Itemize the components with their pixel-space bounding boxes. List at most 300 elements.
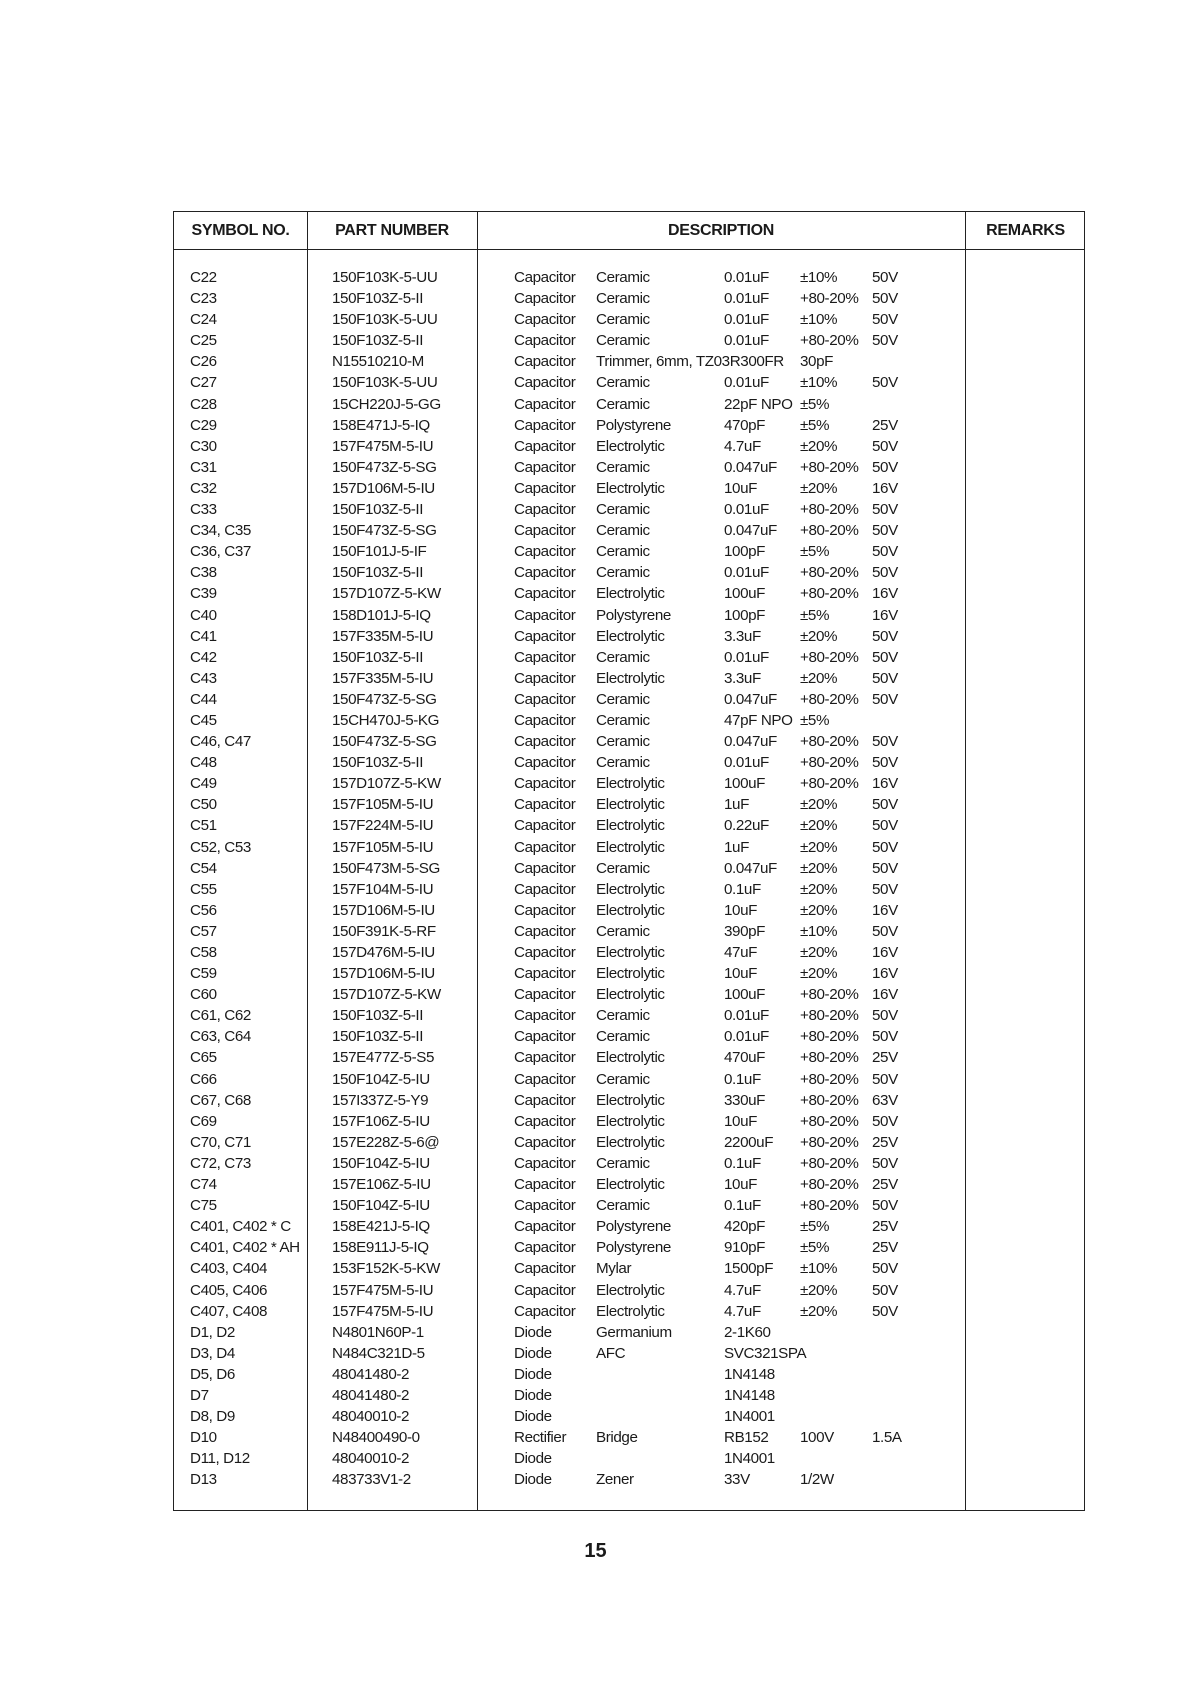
description-type-cell: Capacitor [514,901,576,919]
description-tolerance-cell: +80-20% [800,986,859,1004]
table-row [174,1132,1084,1153]
description-type-cell: Capacitor [514,838,576,856]
description-type-cell: Capacitor [514,1239,576,1257]
table-row [174,1469,1084,1490]
description-rating-cell: 16V [872,965,898,983]
description-rating-cell: 50V [872,859,898,877]
description-rating-cell: 16V [872,479,898,497]
description-tolerance-cell: +80-20% [800,775,859,793]
part-number-cell: 150F473Z-5-SG [332,690,437,708]
description-value-cell: 100pF [724,606,766,624]
symbol-cell: C28 [190,395,217,413]
part-number-cell: 150F101J-5-IF [332,543,427,561]
description-kind-cell: Electrolytic [596,965,665,983]
description-kind-cell: Ceramic [596,522,650,540]
part-number-cell: 150F473Z-5-SG [332,458,437,476]
description-kind-cell: Ceramic [596,269,650,286]
table-row [174,1174,1084,1195]
description-rating-cell: 50V [872,1028,898,1046]
symbol-cell: C61, C62 [190,1007,251,1025]
table-row [174,583,1084,604]
description-rating-cell: 50V [872,669,898,687]
description-type-cell: Capacitor [514,796,576,814]
part-number-cell: 158D101J-5-IQ [332,606,431,624]
description-type-cell: Capacitor [514,1154,576,1172]
part-number-cell: 15CH220J-5-GG [332,395,441,413]
description-rating-cell: 50V [872,648,898,666]
description-type-cell: Capacitor [514,817,576,835]
table-row [174,794,1084,815]
description-rating-cell: 50V [872,796,898,814]
part-number-cell: 157F105M-5-IU [332,838,434,856]
symbol-cell: C54 [190,859,217,877]
symbol-cell: C60 [190,986,217,1004]
symbol-cell: C72, C73 [190,1154,251,1172]
description-kind-cell: Ceramic [596,501,650,519]
description-type-cell: Capacitor [514,1091,576,1109]
description-rating-cell: 16V [872,901,898,919]
symbol-cell: D5, D6 [190,1365,235,1383]
description-value-cell: 0.01uF [724,501,769,519]
description-rating-cell: 50V [872,1007,898,1025]
table-row [174,1427,1084,1448]
table-header [174,212,1084,250]
table-row [174,330,1084,351]
description-type-cell: Capacitor [514,880,576,898]
symbol-cell: C66 [190,1070,217,1088]
description-kind-cell: Ceramic [596,1007,650,1025]
symbol-cell: C70, C71 [190,1133,251,1151]
description-tolerance-cell: +80-20% [800,754,859,772]
description-kind-cell: Ceramic [596,1154,650,1172]
symbol-cell: C27 [190,374,217,392]
part-number-cell: 157F106Z-5-IU [332,1112,430,1130]
part-number-cell: 157E477Z-5-S5 [332,1049,435,1067]
symbol-cell: C63, C64 [190,1028,251,1046]
description-type-cell: Diode [514,1344,552,1362]
part-number-cell: 150F104Z-5-IU [332,1070,430,1088]
description-kind-cell: Electrolytic [596,1281,665,1299]
table-row [174,879,1084,900]
description-kind-cell: Ceramic [596,311,650,329]
symbol-cell: D3, D4 [190,1344,235,1362]
description-type-cell: Capacitor [514,1218,576,1236]
part-number-cell: 150F103Z-5-II [332,501,424,519]
description-rating-cell: 63V [872,1091,898,1109]
description-rating-cell: 16V [872,986,898,1004]
description-kind-cell: Ceramic [596,648,650,666]
table-row [174,394,1084,415]
symbol-cell: C48 [190,754,217,772]
description-value-cell: 0.01uF [724,1028,769,1046]
description-kind-cell: Electrolytic [596,479,665,497]
part-number-cell: 48040010-2 [332,1408,410,1426]
part-number-cell: 150F103Z-5-II [332,564,424,582]
table-row [174,1069,1084,1090]
symbol-cell: C41 [190,627,217,645]
description-value-cell: 0.01uF [724,311,769,329]
part-number-cell: 150F473Z-5-SG [332,733,437,751]
description-tolerance-cell: 100V [800,1429,834,1447]
description-type-cell: Diode [514,1386,552,1404]
description-type-cell: Capacitor [514,1197,576,1215]
description-rating-cell: 25V [872,1133,898,1151]
table-row [174,837,1084,858]
table-row [174,1216,1084,1237]
part-number-cell: 158E421J-5-IQ [332,1218,430,1236]
symbol-cell: D10 [190,1429,217,1447]
table-row [174,900,1084,921]
description-type-cell: Capacitor [514,585,576,603]
part-number-cell: 157D107Z-5-KW [332,585,441,603]
part-number-cell: 150F104Z-5-IU [332,1154,430,1172]
part-number-cell: 157F335M-5-IU [332,627,434,645]
symbol-cell: C401, C402 * AH [190,1239,300,1257]
description-value-cell: 420pF [724,1218,766,1236]
description-type-cell: Capacitor [514,986,576,1004]
description-rating-cell: 50V [872,817,898,835]
symbol-cell: C52, C53 [190,838,251,856]
description-kind-cell: Electrolytic [596,1112,665,1130]
description-rating-cell: 50V [872,374,898,392]
description-tolerance-cell: ±10% [800,374,838,392]
description-type-cell: Capacitor [514,669,576,687]
symbol-cell: C24 [190,311,217,329]
symbol-cell: C403, C404 [190,1260,268,1278]
description-value-cell: 1N4001 [724,1408,775,1426]
table-row [174,1322,1084,1343]
description-type-cell: Capacitor [514,479,576,497]
description-kind-cell: Electrolytic [596,1302,665,1320]
description-rating-cell: 1.5A [872,1429,902,1447]
part-number-cell: 157F104M-5-IU [332,880,434,898]
description-type-cell: Capacitor [514,564,576,582]
description-value-cell: 0.01uF [724,564,769,582]
description-rating-cell: 50V [872,1112,898,1130]
description-rating-cell: 50V [872,838,898,856]
description-type-cell: Capacitor [514,627,576,645]
description-rating-cell: 50V [872,543,898,561]
description-rating-cell: 50V [872,690,898,708]
description-type-cell: Capacitor [514,733,576,751]
part-number-cell: 483733V1-2 [332,1471,411,1489]
description-value-cell: 100uF [724,585,766,603]
description-tolerance-cell: +80-20% [800,1070,859,1088]
description-tolerance-cell: +80-20% [800,501,859,519]
description-value-cell: 10uF [724,479,758,497]
symbol-cell: C74 [190,1176,217,1194]
symbol-cell: C38 [190,564,217,582]
description-type-cell: Capacitor [514,711,576,729]
header-part-number: PART NUMBER [335,222,449,239]
table-row [174,1005,1084,1026]
description-tolerance-cell: ±20% [800,1302,838,1320]
symbol-cell: C43 [190,669,217,687]
description-kind-cell: AFC [596,1344,626,1362]
part-number-cell: 157E228Z-5-6@ [332,1133,440,1151]
description-kind-cell: Electrolytic [596,775,665,793]
table-row [174,1237,1084,1258]
description-kind-cell: Polystyrene [596,416,671,434]
description-tolerance-cell: 1/2W [800,1471,834,1489]
part-number-cell: 157F335M-5-IU [332,669,434,687]
description-type-cell: Capacitor [514,395,576,413]
page-number: 15 [584,1540,607,1562]
part-number-cell: 157F105M-5-IU [332,796,434,814]
part-number-cell: 150F103Z-5-II [332,290,424,308]
part-number-cell: 48040010-2 [332,1450,410,1468]
table-row [174,1026,1084,1047]
symbol-cell: C32 [190,479,217,497]
table-row [174,689,1084,710]
description-type-cell: Capacitor [514,522,576,540]
part-number-cell: 157D106M-5-IU [332,479,435,497]
table-row [174,752,1084,773]
description-type-cell: Capacitor [514,1260,576,1278]
description-kind-cell: Ceramic [596,564,650,582]
part-number-cell: N4801N60P-1 [332,1323,424,1341]
description-tolerance-cell: ±20% [800,859,838,877]
part-number-cell: 150F103Z-5-II [332,1007,424,1025]
symbol-cell: C401, C402 * C [190,1218,291,1236]
description-value-cell: 910pF [724,1239,766,1257]
table-row [174,605,1084,626]
description-value-cell: 10uF [724,1176,758,1194]
description-value-cell: 0.047uF [724,690,777,708]
description-value-cell: 22pF NPO [724,395,793,413]
table-row [174,858,1084,879]
symbol-cell: C59 [190,965,217,983]
description-kind-cell: Ceramic [596,1197,650,1215]
description-type-cell: Capacitor [514,754,576,772]
description-value-cell: 330uF [724,1091,766,1109]
description-tolerance-cell: ±20% [800,901,838,919]
description-type-cell: Capacitor [514,1112,576,1130]
table-row [174,309,1084,330]
description-tolerance-cell: ±5% [800,1239,830,1257]
description-kind-cell: Ceramic [596,711,650,729]
part-number-cell: 150F103K-5-UU [332,374,438,392]
symbol-cell: D7 [190,1386,209,1404]
description-kind-cell: Electrolytic [596,585,665,603]
part-number-cell: 150F103Z-5-II [332,332,424,350]
table-row [174,372,1084,393]
symbol-cell: C45 [190,711,217,729]
description-tolerance-cell: ±20% [800,838,838,856]
description-kind-cell: Ceramic [596,374,650,392]
description-type-cell: Capacitor [514,269,576,286]
description-tolerance-cell: 30pF [800,353,834,371]
symbol-cell: C29 [190,416,217,434]
description-value-cell: 0.1uF [724,880,761,898]
description-rating-cell: 50V [872,522,898,540]
description-tolerance-cell: ±20% [800,669,838,687]
part-number-cell: 150F473Z-5-SG [332,522,437,540]
description-type-cell: Diode [514,1450,552,1468]
description-value-cell: 100uF [724,986,766,1004]
table-row [174,478,1084,499]
description-tolerance-cell: +80-20% [800,1112,859,1130]
part-number-cell: 150F391K-5-RF [332,922,436,940]
description-rating-cell: 16V [872,606,898,624]
description-kind-cell: Ceramic [596,458,650,476]
description-type-cell: Capacitor [514,353,576,371]
description-type-cell: Diode [514,1365,552,1383]
description-rating-cell: 50V [872,733,898,751]
table-row [174,1385,1084,1406]
symbol-cell: D13 [190,1471,217,1489]
part-number-cell: 157D106M-5-IU [332,965,435,983]
description-type-cell: Capacitor [514,1176,576,1194]
table-row [174,773,1084,794]
table-row [174,1258,1084,1279]
description-tolerance-cell: ±5% [800,543,830,561]
description-tolerance-cell: +80-20% [800,1197,859,1215]
description-tolerance-cell: ±10% [800,1260,838,1278]
description-kind-cell: Electrolytic [596,669,665,687]
description-kind-cell: Electrolytic [596,1133,665,1151]
description-tolerance-cell: +80-20% [800,332,859,350]
symbol-cell: C31 [190,458,217,476]
symbol-cell: D1, D2 [190,1323,235,1341]
description-kind-cell: Mylar [596,1260,632,1278]
part-number-cell: 157D476M-5-IU [332,944,435,961]
table-row [174,499,1084,520]
description-type-cell: Capacitor [514,437,576,455]
table-row [174,815,1084,836]
description-tolerance-cell: ±20% [800,437,838,455]
table-body [174,267,1084,1490]
table-row [174,1364,1084,1385]
description-tolerance-cell: +80-20% [800,1154,859,1172]
description-value-cell: 0.01uF [724,332,769,350]
description-kind-cell: Electrolytic [596,1091,665,1109]
part-number-cell: 157F224M-5-IU [332,817,434,835]
table-row [174,1047,1084,1068]
description-tolerance-cell: ±10% [800,269,838,286]
description-rating-cell: 50V [872,1154,898,1172]
symbol-cell: C25 [190,332,217,350]
description-kind-cell: Ceramic [596,1028,650,1046]
description-type-cell: Capacitor [514,416,576,434]
symbol-cell: C75 [190,1197,217,1215]
description-type-cell: Capacitor [514,922,576,940]
table-row [174,647,1084,668]
symbol-cell: C56 [190,901,217,919]
description-type-cell: Capacitor [514,775,576,793]
description-value-cell: 0.1uF [724,1070,761,1088]
symbol-cell: C40 [190,606,217,624]
description-value-cell: 470pF [724,416,766,434]
table-row [174,562,1084,583]
symbol-cell: C39 [190,585,217,603]
header-remarks: REMARKS [986,222,1065,239]
table-row [174,963,1084,984]
description-rating-cell: 16V [872,775,898,793]
symbol-cell: D8, D9 [190,1408,235,1426]
description-rating-cell: 25V [872,416,898,434]
description-kind-cell: Electrolytic [596,1049,665,1067]
description-type-cell: Capacitor [514,311,576,329]
description-value-cell: 2-1K60 [724,1323,771,1341]
table-row [174,710,1084,731]
symbol-cell: C49 [190,775,217,793]
table-row [174,457,1084,478]
description-value-cell: 0.047uF [724,733,777,751]
description-rating-cell: 50V [872,1281,898,1299]
description-type-cell: Capacitor [514,1049,576,1067]
table-row [174,1153,1084,1174]
description-value-cell: 390pF [724,922,766,940]
symbol-cell: C26 [190,353,217,371]
description-tolerance-cell: ±20% [800,796,838,814]
description-kind-cell: Polystyrene [596,1218,671,1236]
description-tolerance-cell: +80-20% [800,1091,859,1109]
table-row [174,436,1084,457]
symbol-cell: C58 [190,944,217,961]
description-tolerance-cell: +80-20% [800,690,859,708]
description-type-cell: Capacitor [514,374,576,392]
part-number-cell: 150F473M-5-SG [332,859,440,877]
description-kind-cell: Electrolytic [596,796,665,814]
description-kind-cell: Ceramic [596,754,650,772]
description-value-cell: 0.1uF [724,1197,761,1215]
table-row [174,541,1084,562]
description-kind-cell: Electrolytic [596,986,665,1004]
description-kind-cell: Polystyrene [596,1239,671,1257]
description-rating-cell: 25V [872,1239,898,1257]
description-kind-cell: Ceramic [596,543,650,561]
description-tolerance-cell: ±20% [800,817,838,835]
description-value-cell: 1N4148 [724,1365,775,1383]
part-number-cell: 157E106Z-5-IU [332,1176,431,1194]
description-tolerance-cell: ±20% [800,1281,838,1299]
symbol-cell: C55 [190,880,217,898]
description-rating-cell: 50V [872,437,898,455]
description-value-cell: 0.01uF [724,754,769,772]
description-kind-cell: Electrolytic [596,838,665,856]
part-number-cell: 150F104Z-5-IU [332,1197,430,1215]
description-kind-cell: Ceramic [596,332,650,350]
description-rating-cell: 50V [872,1197,898,1215]
table-row [174,1280,1084,1301]
symbol-cell: C405, C406 [190,1281,268,1299]
symbol-cell: C57 [190,922,217,940]
symbol-cell: C51 [190,817,217,835]
description-type-cell: Capacitor [514,501,576,519]
symbol-cell: C407, C408 [190,1302,268,1320]
description-tolerance-cell: +80-20% [800,458,859,476]
description-tolerance-cell: ±5% [800,416,830,434]
part-number-cell: 157F475M-5-IU [332,1281,434,1299]
table-row [174,1195,1084,1216]
description-type-cell: Capacitor [514,1302,576,1320]
description-value-cell: 3.3uF [724,669,761,687]
part-number-cell: 157I337Z-5-Y9 [332,1091,429,1109]
table-row [174,942,1084,963]
description-value-cell: 2200uF [724,1133,774,1151]
description-kind-cell: Ceramic [596,922,650,940]
table-row [174,921,1084,942]
part-number-cell: 150F103Z-5-II [332,648,424,666]
description-value-cell: 47uF [724,944,758,961]
table-row [174,288,1084,309]
table-row [174,1406,1084,1427]
symbol-cell: C33 [190,501,217,519]
description-value-cell: 10uF [724,901,758,919]
description-tolerance-cell: +80-20% [800,1176,859,1194]
description-value-cell: 1N4148 [724,1386,775,1404]
